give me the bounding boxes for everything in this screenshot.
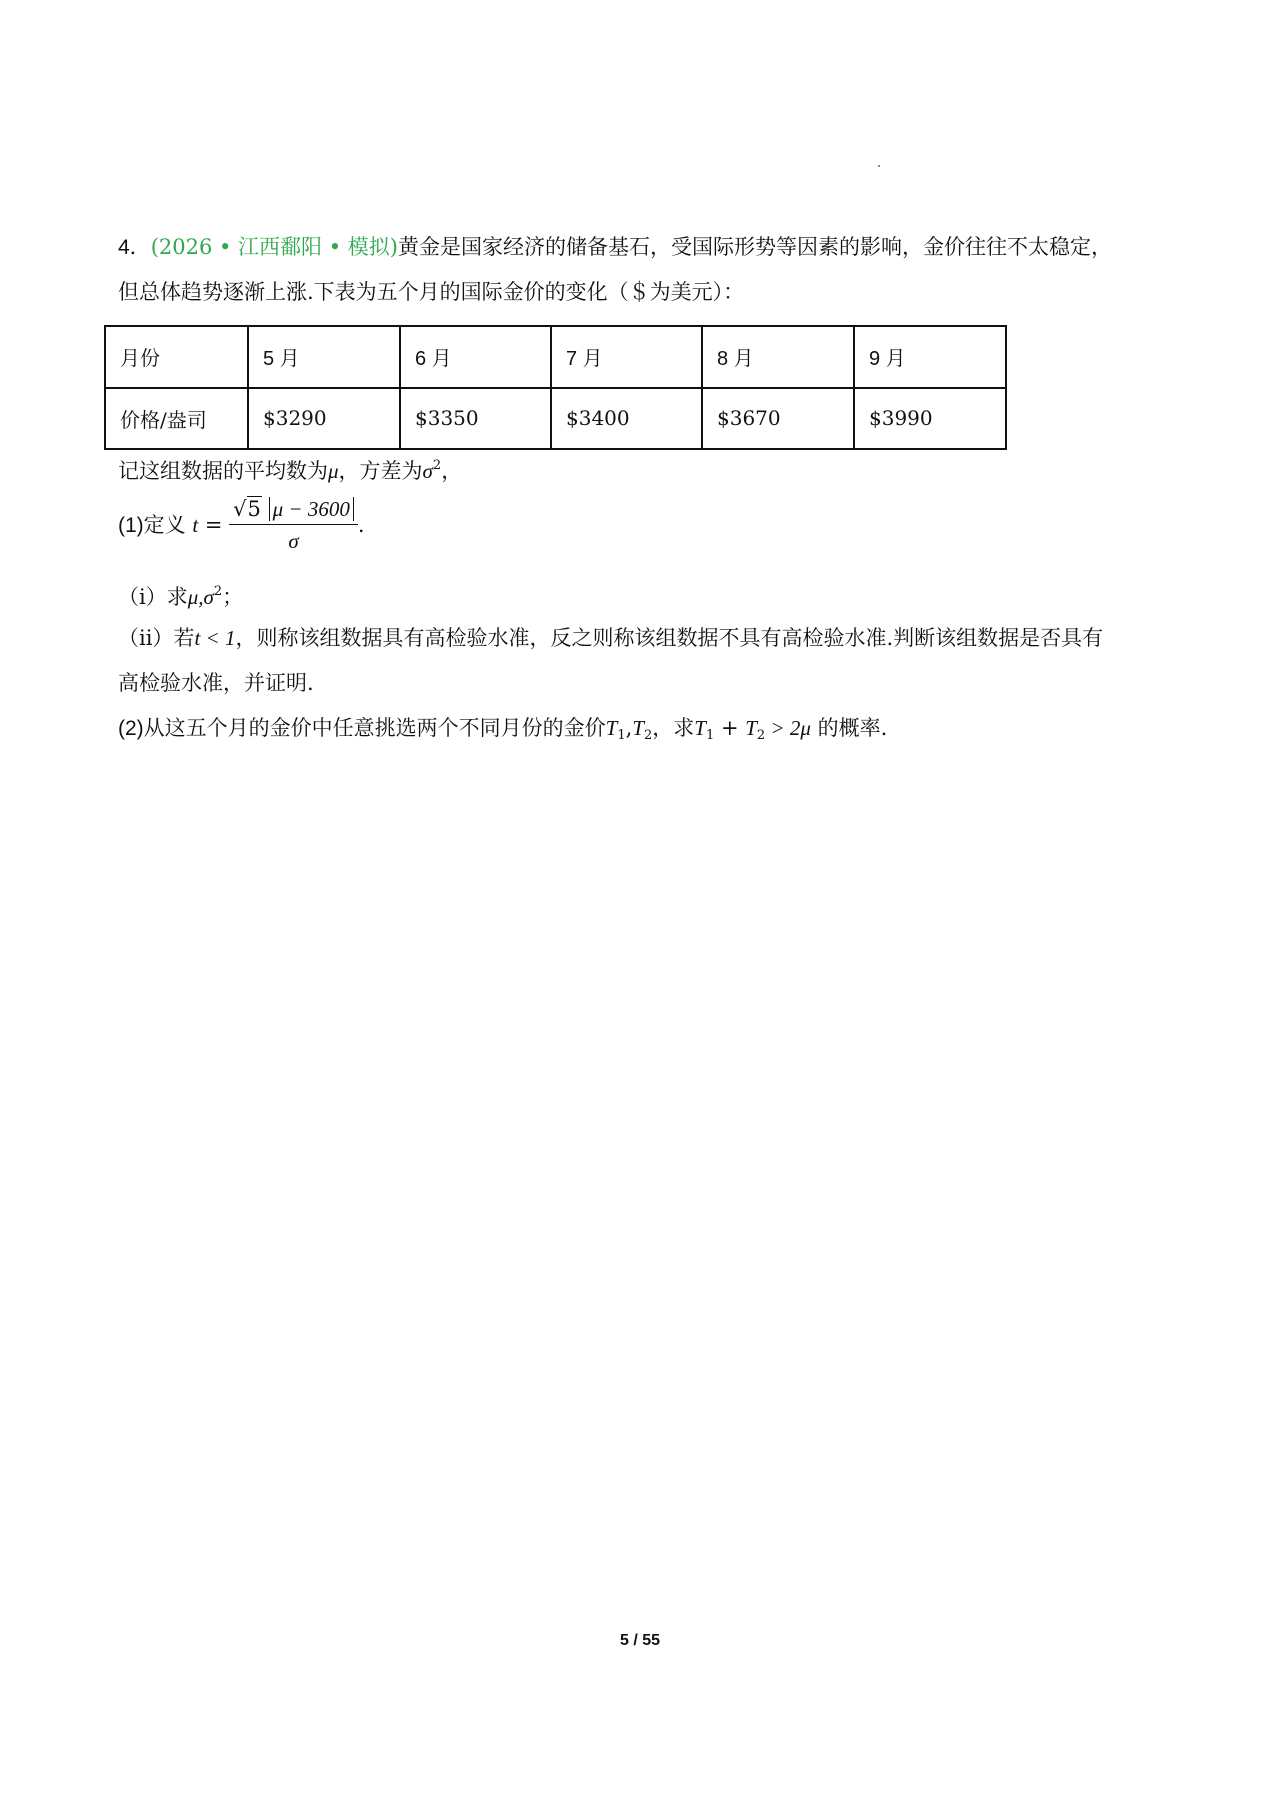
table-cell: 8 月: [702, 326, 854, 388]
table-cell: 6 月: [400, 326, 551, 388]
plus-sign: +: [714, 716, 746, 740]
subscript: 2: [644, 728, 653, 743]
t-variable: t: [192, 513, 199, 537]
sub-ii-prefix: 若: [173, 626, 195, 650]
sub-ii-text-1: ，则称该组数据具有高检验水准，反之则称该组数据不具有高检验水准.判断该组数据是否具有: [235, 626, 1104, 650]
superscript: 2: [432, 458, 442, 473]
table-price-row: [105, 388, 1006, 450]
part2-label: (2): [118, 717, 144, 740]
sub-i-line: [118, 578, 243, 611]
fraction: [229, 496, 358, 554]
sqrt-sign: √: [233, 496, 247, 521]
problem-intro-line-2: [118, 278, 744, 306]
part2-text: 从这五个月的金价中任意挑选两个不同月份的金价: [143, 716, 606, 740]
table-cell: 7 月: [551, 326, 702, 388]
T-var: T: [745, 716, 757, 740]
subscript: 2: [756, 728, 766, 743]
subscript: 1: [617, 728, 626, 743]
intro-text-2: 但总体趋势逐渐上涨.下表为五个月的国际金价的变化（＄为美元）：: [118, 280, 745, 304]
part2-mid: ，求: [652, 716, 695, 740]
sub-ii-line-1: [118, 624, 1103, 652]
gt-expr: > 2μ: [765, 716, 811, 740]
abs-expr: μ − 3600: [269, 497, 354, 521]
sub-i-label: （i）: [118, 585, 167, 609]
sqrt-expr: [233, 496, 262, 522]
fraction-denominator: σ: [288, 528, 299, 553]
table-cell: $3990: [854, 388, 1006, 450]
sqrt-radicand: 5: [247, 496, 261, 521]
note-middle: ，方差为: [338, 459, 423, 483]
subscript: 1: [705, 728, 715, 743]
part2-line: [118, 714, 887, 750]
fraction-numerator: [229, 496, 358, 525]
table-cell: 9 月: [854, 326, 1006, 388]
T-var: T: [605, 716, 618, 740]
table-cell: 5 月: [248, 326, 400, 388]
table-header-row: [105, 326, 1006, 388]
note-prefix: 记这组数据的平均数为: [118, 459, 328, 483]
gold-price-table: [104, 325, 1007, 450]
sub-i-end: ；: [222, 585, 244, 609]
intro-text-1: 黄金是国家经济的储备基石，受国际形势等因素的影响，金价往往不太稳定，: [398, 235, 1112, 259]
part1-end: .: [357, 513, 365, 537]
sub-ii-expr: t < 1: [194, 626, 236, 650]
superscript: 2: [213, 584, 223, 599]
page-number: 5 / 55: [619, 1632, 661, 1649]
table-cell: $3400: [551, 388, 702, 450]
table-cell: $3670: [702, 388, 854, 450]
sub-ii-text-2: 高检验水准，并证明.: [118, 671, 314, 695]
stray-dot: [878, 165, 880, 167]
part1-label: (1): [118, 514, 144, 537]
problem-intro-line-1: [118, 233, 1112, 262]
problem-source: (2026 • 江西鄱阳 • 模拟): [150, 235, 398, 259]
T-var: T: [632, 716, 645, 740]
mu-symbol: μ: [328, 459, 339, 483]
table-cell: 价格/盎司: [105, 388, 248, 450]
sub-i-text: 求: [166, 585, 188, 609]
comma: ,: [625, 716, 633, 740]
part1-text: 定义: [143, 513, 186, 537]
sub-ii-line-2: [118, 669, 314, 697]
part2-end: 的概率.: [817, 716, 888, 740]
table-cell: $3290: [248, 388, 400, 450]
note-suffix: ，: [441, 459, 463, 483]
sub-ii-label: （ii）: [118, 626, 174, 650]
part1-line: [118, 495, 365, 556]
equals-sign: =: [198, 513, 230, 537]
table-cell: $3350: [400, 388, 551, 450]
note-line: [118, 452, 462, 485]
problem-number: 4．: [118, 236, 151, 259]
sigma-symbol: σ: [422, 459, 433, 483]
table-cell: 月份: [105, 326, 248, 388]
T-var: T: [694, 716, 706, 740]
sub-i-expr: μ,σ: [187, 585, 214, 609]
